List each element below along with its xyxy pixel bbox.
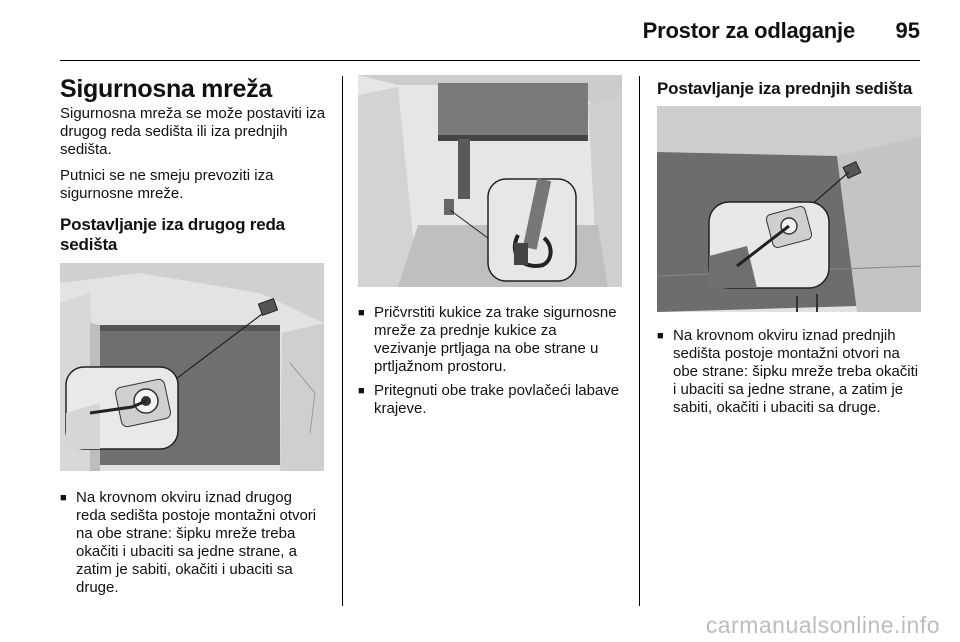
bullet-list-col3 (657, 327, 921, 417)
bullet-marker: ■ (358, 385, 365, 397)
figure-luggage-hooks (358, 75, 622, 287)
list-item (60, 489, 326, 597)
hooks-illustration (358, 75, 622, 287)
page-number: 95 (895, 18, 920, 43)
watermark: carmanualsonline.info (705, 612, 940, 638)
column-2 (358, 75, 622, 424)
page-header-title: Prostor za odlaganje (642, 18, 855, 43)
subtitle-front-seats: Postavljanje iza prednjih sedišta (657, 79, 913, 98)
list-item-text: Pritegnuti obe trake povlačeći labave krajeve. (374, 382, 620, 417)
column-3 (657, 75, 921, 423)
bullet-marker: ■ (60, 492, 67, 504)
list-item-text: Pričvrstiti kukice za trake sigurnosne mreže za prednje kukice za vezivanje prtljaga na obe strane u prtljažnom prostoru. (374, 304, 617, 375)
header-rule (60, 60, 920, 61)
list-item-text: Na krovnom okviru iznad drugog reda sedišta postoje montažni otvori na obe strane: šipku mreže treba okačiti i ubaciti sa jedne strane, a zatim je sabiti, okačiti i ubaciti sa druge. (76, 489, 317, 596)
subtitle-second-row: Postavljanje iza drugog reda sedišta (60, 215, 285, 254)
warning-paragraph: Putnici se ne smeju prevoziti iza sigurnosne mreže. (60, 167, 274, 202)
intro-paragraph: Sigurnosna mreža se može postaviti iza drugog reda sedišta ili iza prednjih sedišta. (60, 105, 326, 158)
list-item (358, 382, 622, 418)
section-title: Sigurnosna mreža (60, 75, 272, 103)
bullet-list-col1 (60, 489, 326, 597)
column-divider-right (639, 76, 640, 606)
bullet-list-col2 (358, 304, 622, 418)
bullet-marker: ■ (358, 307, 365, 319)
list-item-text: Na krovnom okviru iznad prednjih sedišta postoje montažni otvori na obe strane: šipku mreže treba okačiti i ubaciti sa jedne strane, a zatim je sabiti, okačiti i ubaciti sa druge. (673, 327, 919, 416)
column-1 (60, 75, 326, 603)
column-divider-left (342, 76, 343, 606)
front-net-illustration (657, 106, 921, 312)
figure-second-row-net (60, 263, 324, 471)
list-item (657, 327, 921, 417)
figure-front-seats-net (657, 106, 921, 312)
list-item (358, 304, 622, 376)
bullet-marker: ■ (657, 330, 664, 342)
net-illustration (60, 263, 324, 471)
